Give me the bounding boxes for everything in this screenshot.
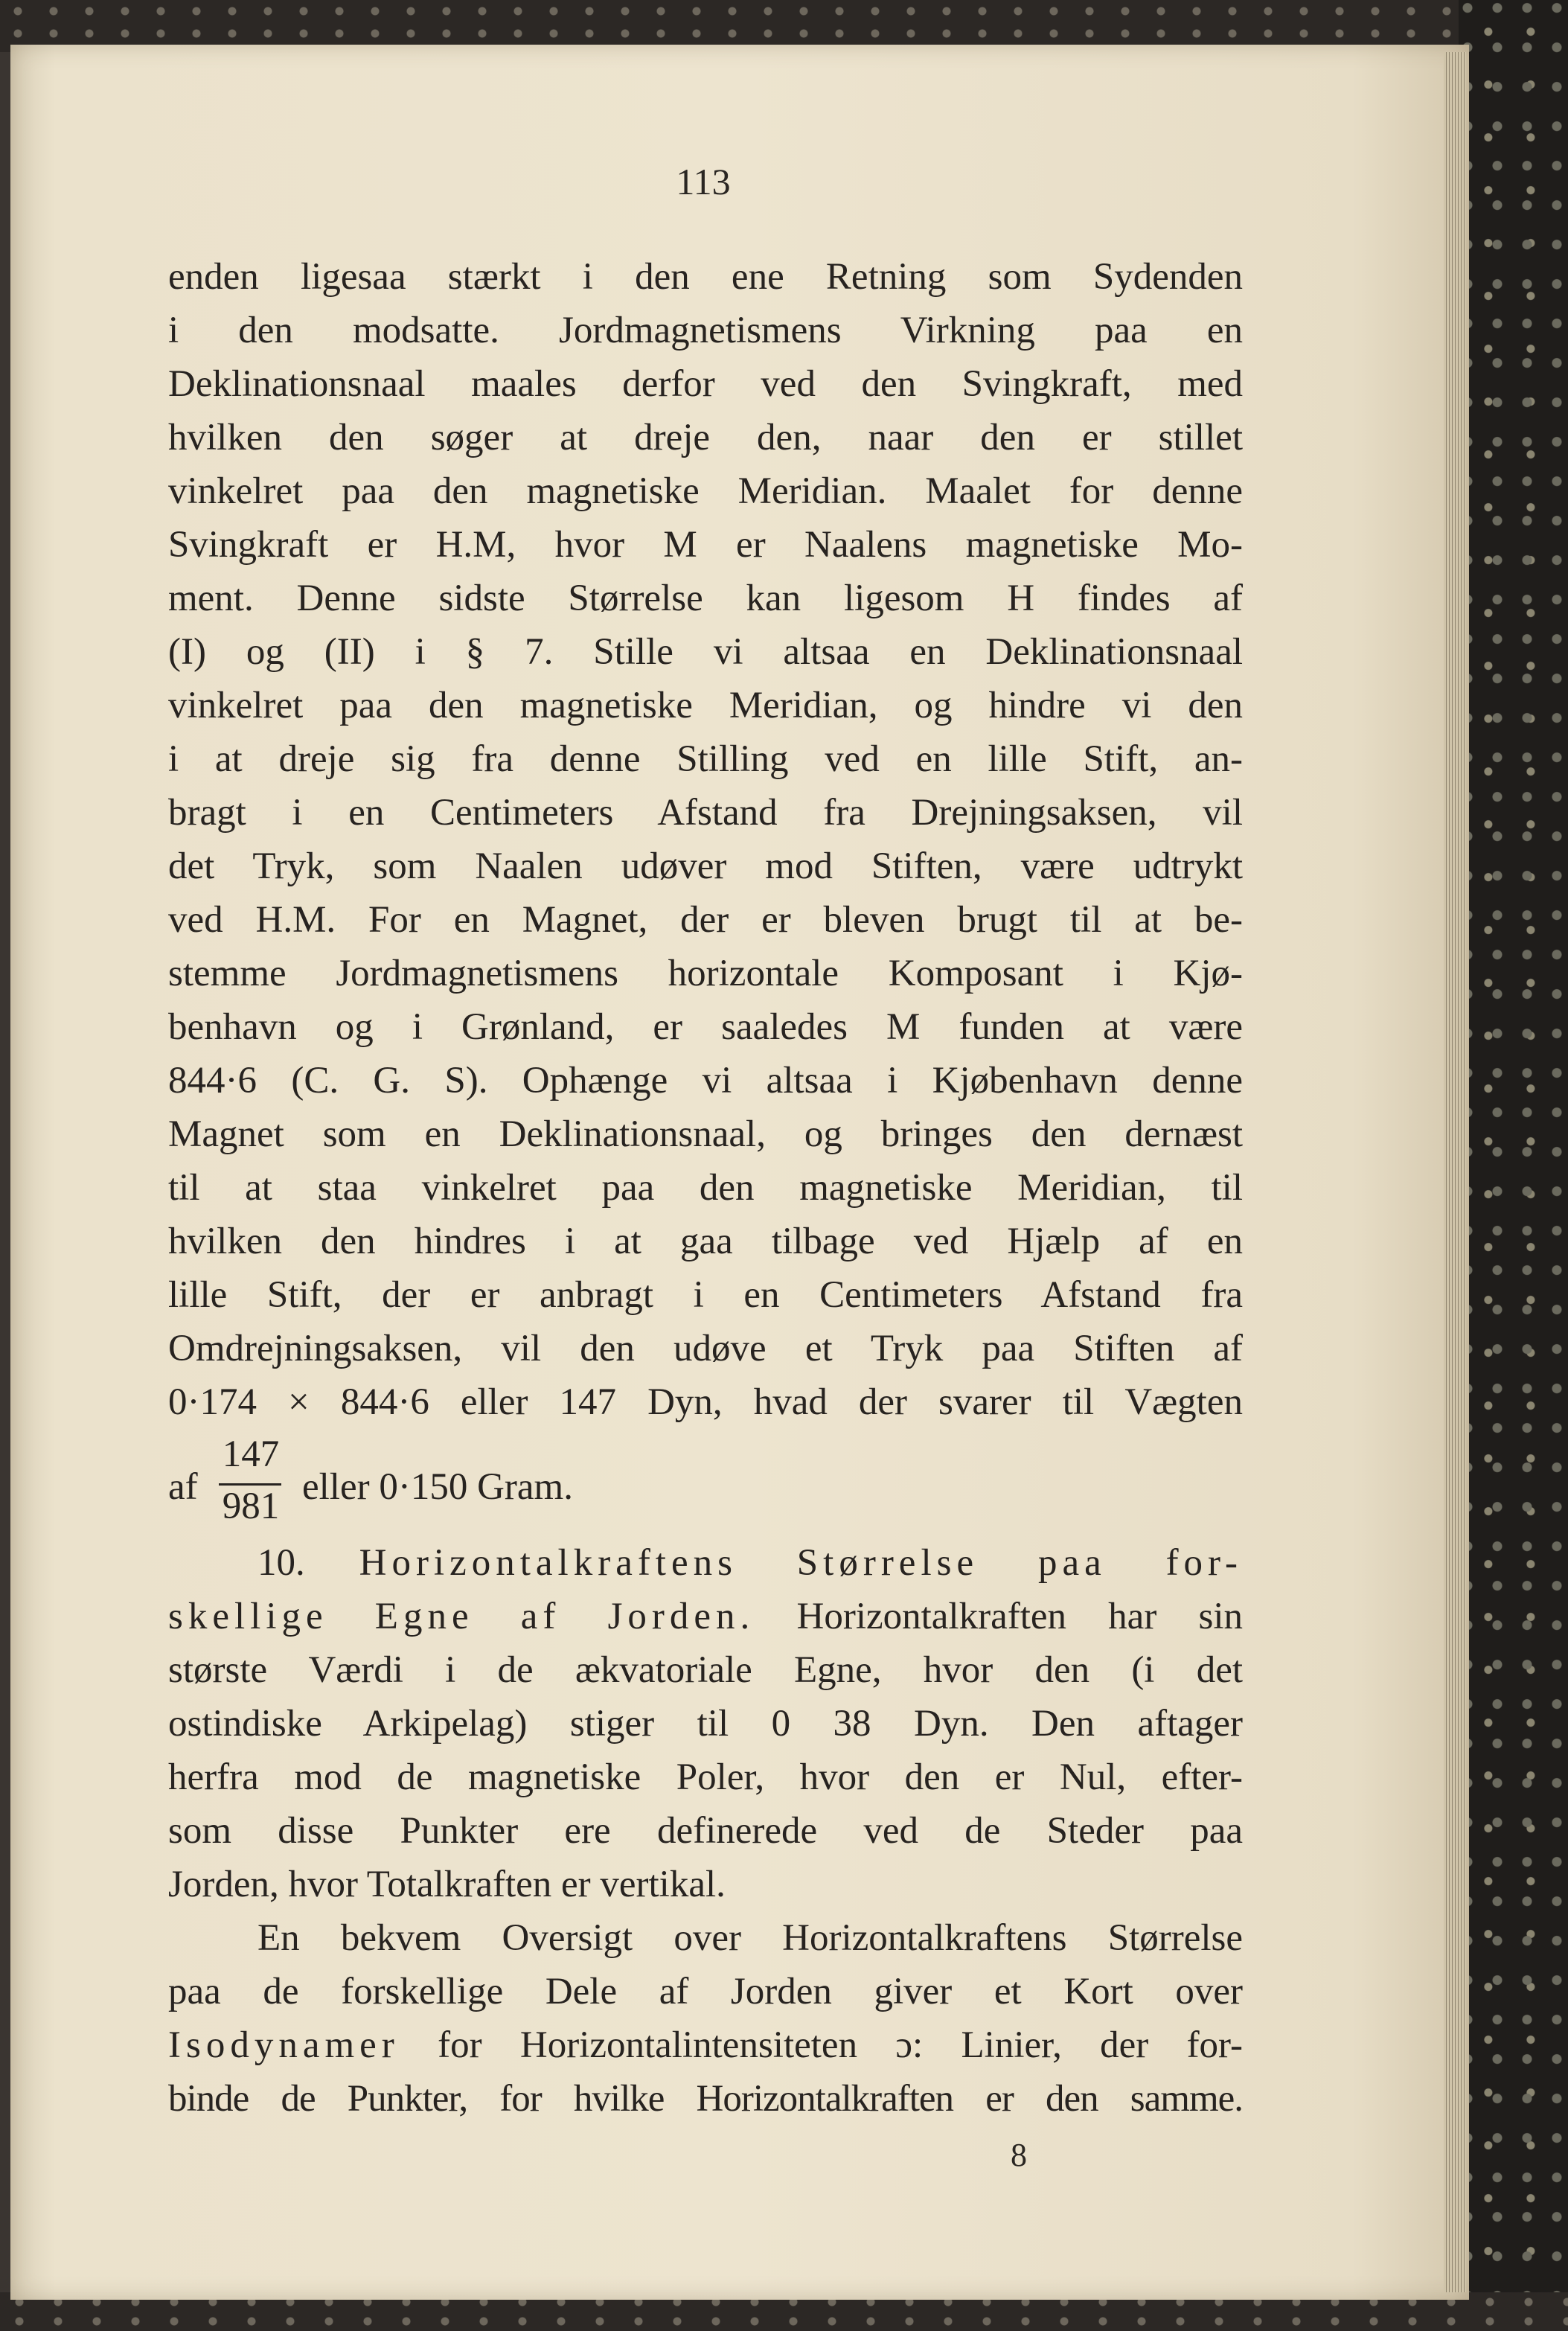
- text-line: ment. Denne sidste Størrelse kan ligesom H findes af: [168, 578, 1243, 619]
- fraction-denominator: 981: [222, 1486, 280, 1527]
- text-span: Horizontalkraften har sin: [796, 1596, 1244, 1637]
- text-line: bragt i en Centimeters Afstand fra Drejningsaksen, vil: [168, 792, 1243, 834]
- text-line: stemme Jordmagnetismens horizontale Komposant i Kjø-: [168, 953, 1243, 994]
- text-line: Deklinationsnaal maales derfor ved den Svingkraft, med: [168, 363, 1243, 405]
- spaced-term: Isodynamer: [168, 2024, 400, 2066]
- text-line: [168, 2018, 1243, 2072]
- text-line: som disse Punkter ere definerede ved de Steder paa: [168, 1810, 1243, 1852]
- section-heading-line: [257, 1536, 1243, 1590]
- text-line: det Tryk, som Naalen udøver mod Stiften, være udtrykt: [168, 845, 1243, 887]
- text-line: benhavn og i Grønland, er saaledes M funden at være: [168, 1006, 1243, 1048]
- section-heading-part2: skellige Egne af Jorden.: [168, 1596, 755, 1637]
- fraction-numerator: 147: [222, 1433, 280, 1475]
- signature-mark: 8: [1011, 2137, 1027, 2173]
- text-line: herfra mod de magnetiske Poler, hvor den er Nul, efter-: [168, 1756, 1243, 1798]
- book-cover-binding: [1459, 0, 1568, 2331]
- text-line: ostindiske Arkipelag) stiger til 0 38 Dyn. Den aftager: [168, 1703, 1243, 1745]
- page-edges: [1444, 52, 1466, 2292]
- fraction-prefix: af: [168, 1466, 198, 1508]
- page-number: 113: [676, 161, 731, 202]
- text-line: binde de Punkter, for hvilke Horizontalkraften er den samme.: [168, 2078, 1243, 2120]
- text-line: hvilken den hindres i at gaa tilbage ved Hjælp af en: [168, 1221, 1243, 1262]
- text-line: enden ligesaa stærkt i den ene Retning som Sydenden: [168, 256, 1243, 298]
- section-heading-part1: Horizontalkraftens Størrelse paa for-: [359, 1542, 1244, 1584]
- text-line: vinkelret paa den magnetiske Meridian. Maalet for denne: [168, 470, 1243, 512]
- text-line: Jorden, hvor Totalkraften er vertikal.: [168, 1864, 726, 1905]
- text-line: 844·6 (C. G. S). Ophænge vi altsaa i Kjøbenhavn denne: [168, 1060, 1243, 1101]
- text-line: lille Stift, der er anbragt i en Centimeters Afstand fra: [168, 1274, 1243, 1316]
- text-line: hvilken den søger at dreje den, naar den er stillet: [168, 417, 1243, 458]
- text-line: Magnet som en Deklinationsnaal, og bringes den dernæst: [168, 1113, 1243, 1155]
- text-line: til at staa vinkelret paa den magnetiske Meridian, til: [168, 1167, 1243, 1209]
- text-line: (I) og (II) i § 7. Stille vi altsaa en Deklinationsnaal: [168, 631, 1243, 673]
- text-line: ved H.M. For en Magnet, der er bleven brugt til at be-: [168, 899, 1243, 941]
- text-line: 0·174 × 844·6 eller 147 Dyn, hvad der svarer til Vægten: [168, 1381, 1243, 1423]
- text-line: paa de forskellige Dele af Jorden giver et Kort over: [168, 1971, 1243, 2012]
- section-number: 10.: [257, 1542, 305, 1584]
- text-line: Omdrejningsaksen, vil den udøve et Tryk paa Stiften af: [168, 1328, 1243, 1369]
- text-line: vinkelret paa den magnetiske Meridian, og hindre vi den: [168, 685, 1243, 726]
- text-span: for Horizontalintensiteten ɔ: Linier, der for-: [438, 2024, 1244, 2066]
- fraction-suffix: eller 0·150 Gram.: [302, 1466, 573, 1508]
- section-line: [168, 1590, 1243, 1643]
- text-line: største Værdi i de ækvatoriale Egne, hvor den (i det: [168, 1649, 1243, 1691]
- text-line: Svingkraft er H.M, hvor M er Naalens magnetiske Mo-: [168, 524, 1243, 566]
- text-line: i at dreje sig fra denne Stilling ved en lille Stift, an-: [168, 738, 1243, 780]
- text-line: i den modsatte. Jordmagnetismens Virkning paa en: [168, 310, 1243, 351]
- text-line: En bekvem Oversigt over Horizontalkraftens Størrelse: [257, 1917, 1243, 1959]
